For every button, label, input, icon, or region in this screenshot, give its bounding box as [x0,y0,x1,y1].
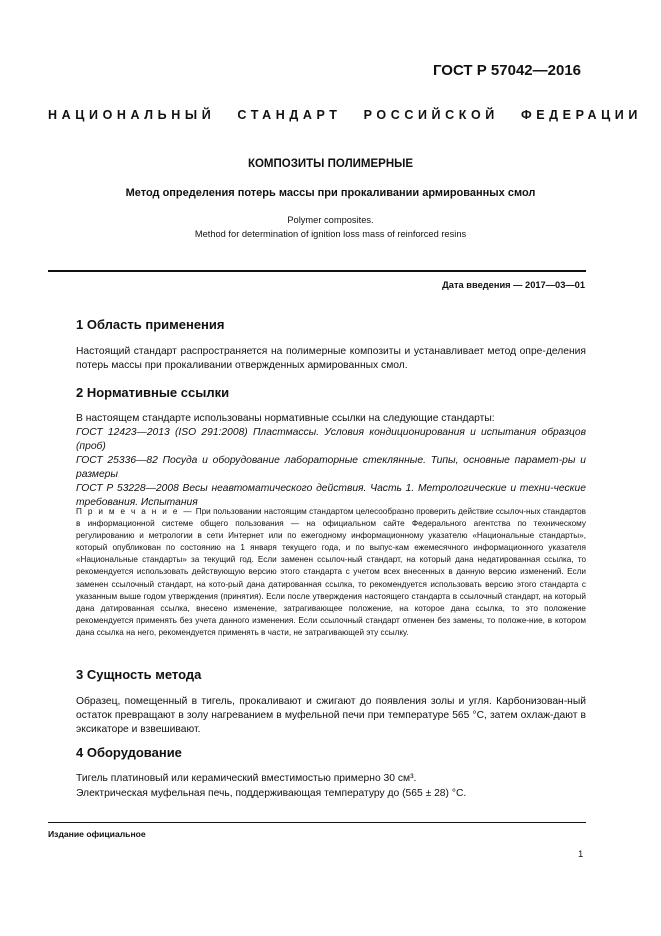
section-2-heading: 2 Нормативные ссылки [76,385,230,400]
reference-item: ГОСТ 12423—2013 (ISO 291:2008) Пластмассы. Условия кондиционирования и испытания образцов (проб) [76,427,586,452]
page-number: 1 [578,849,584,860]
reference-item: ГОСТ 25336—82 Посуда и оборудование лабораторные стеклянные. Типы, основные парамет-ры и размеры [76,455,586,480]
document-title: КОМПОЗИТЫ ПОЛИМЕРНЫЕ [247,158,414,170]
section-3-paragraph: Образец, помещенный в тигель, прокаливают и сжигают до появления золы и угля. Карбонизован-ный остаток превращают в золу нагреванием в муфельной печи при температуре 565 °С, затем охлаж-дают в эксикаторе и взвешивают. [76,696,586,735]
note-label: П р и м е ч а н и е — [76,507,194,516]
equipment-item: Электрическая муфельная печь, поддерживающая температуру до (565 ± 28) °С. [76,788,467,799]
english-title-line-2: Method for determination of ignition loss mass of reinforced resins [194,229,467,239]
section-2-text [76,412,586,510]
equipment-item: Тигель платиновый или керамический вместимостью примерно 30 см³. [76,773,417,784]
section-3-text [76,695,586,737]
introduction-date: Дата введения — 2017—03—01 [442,280,585,290]
references-note [76,506,586,639]
document-subtitle: Метод определения потерь массы при прокаливании армированных смол [125,187,536,199]
section-3-heading: 3 Сущность метода [76,667,202,682]
section-1-text [76,345,586,373]
footer-divider [48,822,586,823]
official-edition-label: Издание официальное [48,829,146,839]
section-1-paragraph: Настоящий стандарт распространяется на полимерные композиты и устанавливает метод опре-деления потерь массы при прокаливании отвержденных армированных смол. [76,346,586,371]
section-1-heading: 1 Область применения [76,317,225,332]
section-2-intro: В настоящем стандарте использованы нормативные ссылки на следующие стандарты: [76,413,495,424]
reference-item: ГОСТ Р 53228—2008 Весы неавтоматического действия. Часть 1. Метрологические и техни-ческие требования. Испытания [76,483,586,508]
english-title-line-1: Polymer composites. [287,215,374,225]
title-divider [48,270,586,272]
standard-number: ГОСТ Р 57042—2016 [432,62,581,79]
note-text: При пользовании настоящим стандартом целесообразно проверить действие ссылоч-ных стандартов в информационной системе общего пользования — на официальном сайте Федерального агентства по техническому регулированию и метрологии в сети Интернет или по ежегодному информационному указателю «Национальные стандарты», который опубликован по состоянию на 1 января текущего года, и по выпус-кам ежемесячного информационного указателя «Национальные стандарты» за текущий год. Если заменен ссылоч-ный стандарт, на который дана недатированная ссылка, то рекомендуется использовать действующую версию этого стандарта с учетом всех внесенных в данную версию изменений. Если заменен ссылочный стандарт, на кото-рый дана датированная ссылка, то рекомендуется использовать версию этого стандарта с указанным выше годом утверждения (принятия). Если после утверждения настоящего стандарта в ссылочный стандарт, на который дана датированная ссылка, внесено изменение, затрагивающее положение, на которое дана ссылка, то это положение рекомендуется применять без учета данного изменения. Если ссылочный стандарт отменен без замены, то положе-ние, в котором дана ссылка на него, рекомендуется применять в части, не затрагивающей эту ссылку. [76,507,586,637]
national-standard-heading: НАЦИОНАЛЬНЫЙ СТАНДАРТ РОССИЙСКОЙ ФЕДЕРАЦИИ [48,108,642,122]
section-4-heading: 4 Оборудование [76,745,182,760]
